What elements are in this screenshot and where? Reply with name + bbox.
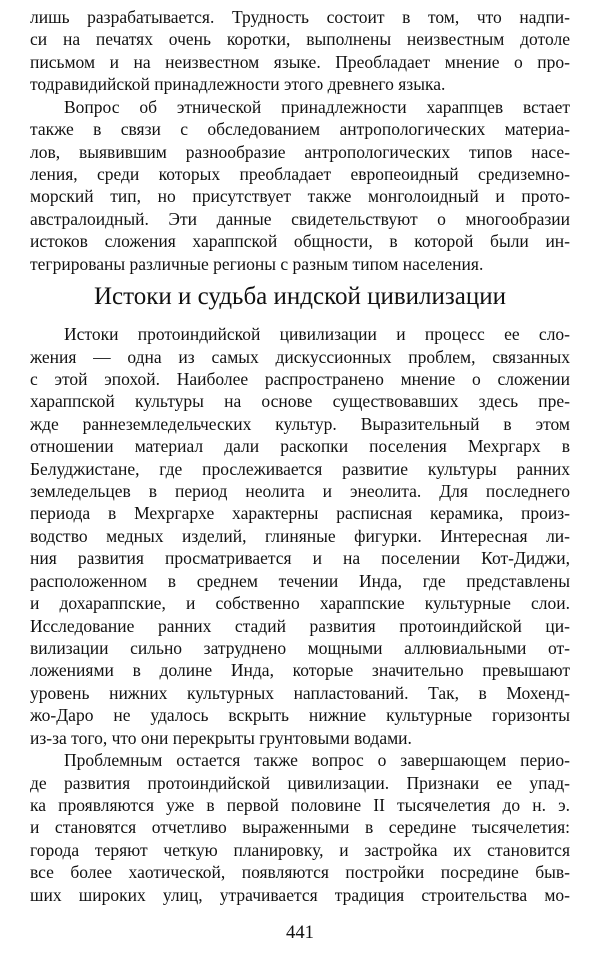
text-line: жде раннеземледельческих культур. Выразительный в этом [30, 413, 570, 434]
text-line: лишь разрабатывается. Трудность состоит в том, что надпи- [30, 7, 570, 27]
section-heading: Истоки и судьба индской цивилизации [93, 283, 506, 311]
text-line: ния развития просматривается и на поселении Кот-Диджи, [30, 548, 570, 569]
text-line: де развития протоиндийской цивилизации. Признаки ее упад- [30, 772, 570, 793]
text-line: тегрированы различные регионы с разным типом населения. [30, 253, 484, 274]
text-line: и дохараппские, и собственно хараппские культурные слои. [30, 593, 570, 614]
text-line: с этой эпохой. Наиболее распространено мнение о сложении [30, 368, 570, 389]
text-line: уровень нижних культурных напластований. Так, в Мохенд- [30, 682, 570, 703]
text-line: жения — одна из самых дискуссионных проблем, связанных [30, 346, 570, 367]
text-line: Белуджистане, где прослеживается развитие культуры ранних [30, 458, 570, 479]
text-line: истоков сложения хараппской общности, в которой были ин- [30, 231, 570, 252]
text-line: жо-Даро не удалось вскрыть нижние культурные горизонты [30, 705, 570, 726]
text-line: из-за того, что они перекрыты грунтовыми водами. [30, 727, 412, 748]
text-line: города теряют четкую планировку, и застройка их становится [30, 839, 570, 860]
text-line: ления, среди которых преобладает европеоидный средиземно- [30, 163, 570, 184]
text-line: си на печатях очень коротки, выполнены неизвестным дотоле [30, 29, 570, 50]
text-line: Вопрос об этнической принадлежности хараппцев встает [64, 96, 570, 117]
text-line: отношении материал дали раскопки поселения Мехргарх в [30, 436, 570, 457]
text-line: лов, выявившим разнообразие антропологических типов насе- [30, 141, 570, 162]
page-number: 441 [286, 922, 314, 943]
text-line: морский тип, но присутствует также монголоидный и прото- [30, 186, 570, 207]
text-line: Исследование ранних стадий развития протоиндийской ци- [30, 615, 570, 636]
text-line: ка проявляются уже в первой половине II тысячелетия до н. э. [30, 794, 570, 815]
text-line: хараппской культуры на основе существовавших здесь пре- [30, 391, 570, 412]
text-line: периода в Мехргархе характерны расписная керамика, произ- [30, 503, 570, 524]
text-line: письмом и на неизвестном языке. Преобладает мнение о про- [30, 51, 570, 72]
text-line: водство медных изделий, глиняные фигурки. Интересная ли- [30, 525, 570, 546]
text-line: расположенном в среднем течении Инда, где представлены [30, 570, 570, 591]
text-line: земледельцев в период неолита и энеолита. Для последнего [30, 481, 570, 501]
text-line: все более хаотической, появляются постройки посредине быв- [30, 862, 570, 883]
text-line: австралоидный. Эти данные свидетельствуют о многообразии [30, 208, 570, 229]
text-line: Проблемным остается также вопрос о завершающем перио- [64, 750, 570, 771]
text-line: тодравидийской принадлежности этого древнего языка. [30, 74, 446, 95]
text-line: ших широких улиц, утрачивается традиция строительства мо- [30, 884, 570, 905]
text-line: ложениями в долине Инда, которые значительно превышают [30, 660, 570, 681]
text-line: также в связи с обследованием антропологических материа- [30, 119, 570, 140]
text-line: вилизации сильно затруднено мощными аллювиальными от- [30, 637, 570, 658]
text-line: Истоки протоиндийской цивилизации и процесс ее сло- [64, 324, 570, 345]
text-line: и становятся отчетливо выраженными в середине тысячелетия: [30, 817, 570, 838]
